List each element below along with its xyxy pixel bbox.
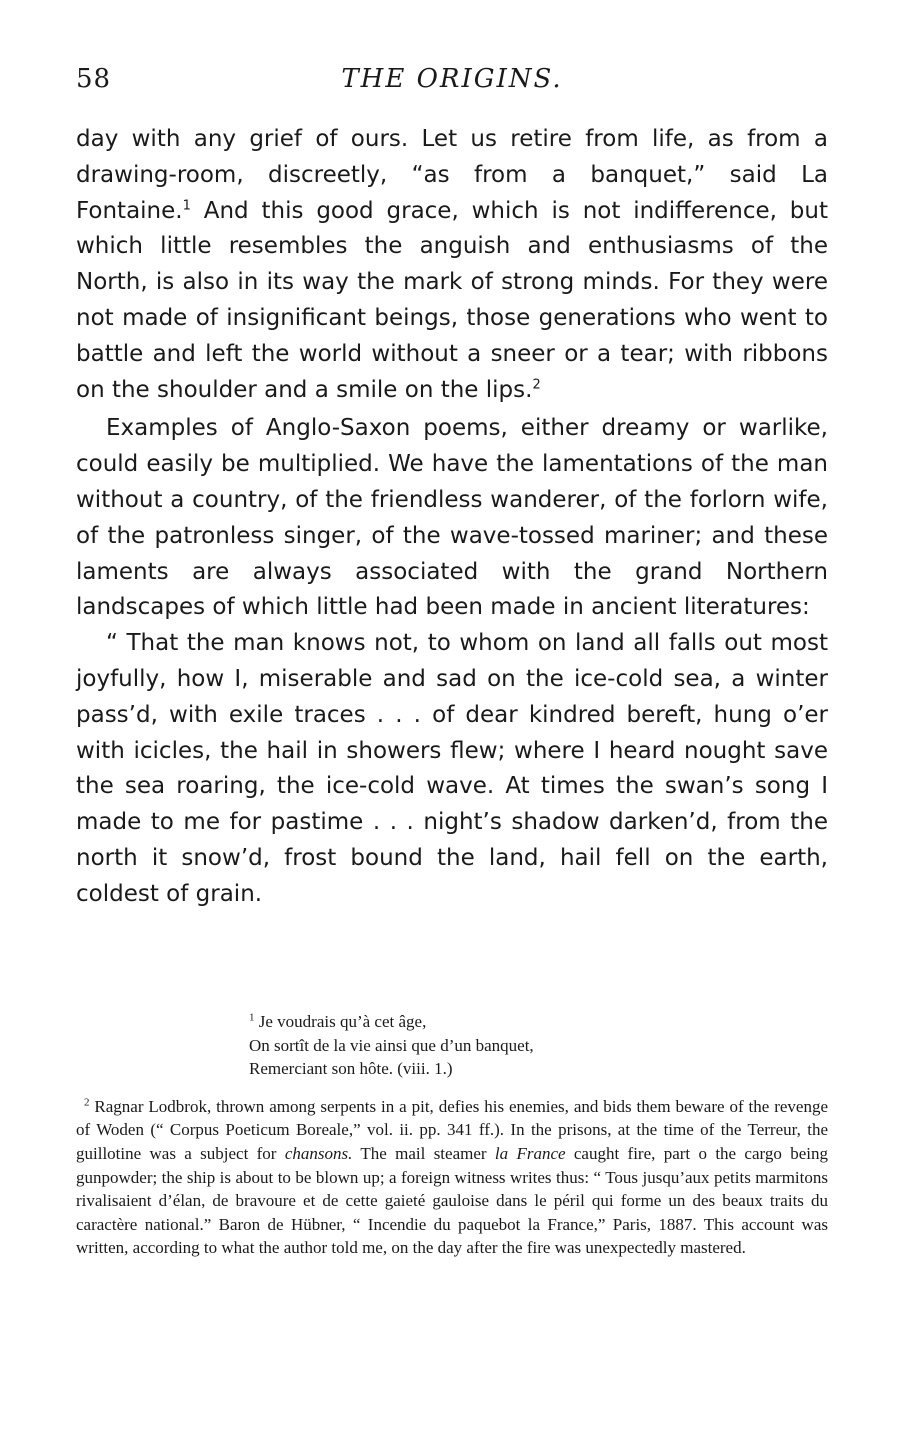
footnotes — [76, 1010, 828, 1260]
footnote-ref-2: 2 — [532, 376, 541, 392]
footnote-2-text-2: The mail steamer — [352, 1143, 495, 1163]
paragraph-1-text-cont: And this good grace, which is not indifference, but which little resembles the anguish and enthusiasms of the North, is also in its way the mark of strong minds. For they were not made of insignificant beings, those generations who went to battle and left the world without a sneer or a tear; with ribbons on the shoulder and a smile on the lips. — [76, 197, 828, 403]
footnote-1-verse-1 — [249, 1010, 828, 1034]
page-number: 58 — [76, 64, 112, 94]
footnote-2 — [76, 1095, 828, 1260]
footnote-1-line-2: On sortît de la vie ainsi que d’un banquet, — [249, 1035, 534, 1055]
running-title: THE ORIGINS. — [341, 64, 563, 94]
footnote-2-mark: 2 — [84, 1096, 90, 1109]
paragraph-1 — [76, 122, 828, 408]
footnote-2-chansons: chansons. — [284, 1143, 353, 1163]
footnote-2-text-1: Ragnar Lodbrok, thrown among serpents in a pit, defies his enemies, and bids them beware of the revenge of Woden (“ Corpus Poeticum Boreale,” vol. ii. pp. 341 ff.). In the prisons, at the time of the Terreur, the guillotine was a subject for — [76, 1096, 829, 1163]
footnote-1-line-1: Je voudrais qu’à cet âge, — [258, 1012, 427, 1031]
footnote-2-text-3: caught fire, part o the cargo being gunpowder; the ship is about to be blown up; a foreign witness writes thus: “ Tous jusqu’aux petits marmitons rivalisaient d’élan, de bravoure et de cette gaieté gauloise dans le péril qui forme un des beaux traits du caractère national.” Baron de Hübner, “ Incendie du paquebot la France,” Paris, 1887. This account was written, according to what the author told me, on the day after the fire was unexpectedly mastered. — [76, 1143, 828, 1258]
paragraph-2: Examples of Anglo-Saxon poems, either dreamy or warlike, could easily be multiplied. We have the lamentations of the man without a country, of the friendless wanderer, of the forlorn wife, of the patronless singer, of the wave-tossed mariner; and these laments are always associated with the grand Northern landscapes of which little had been made in ancient literatures: — [76, 415, 828, 621]
body-text — [76, 122, 828, 913]
footnote-1-mark: 1 — [249, 1011, 255, 1024]
footnote-ref-1: 1 — [182, 197, 191, 213]
paragraph-3-quote: “ That the man knows not, to whom on land all falls out most joyfully, how I, miserable and sad on the ice-cold sea, a winter pass’d, with exile traces . . . of dear kindred bereft, hung o’er with icicles, the hail in showers flew; where I heard nought save the sea roaring, the ice-cold wave. At times the swan’s song I made to me for pastime . . . night’s shadow darken’d, from the north it snow’d, frost bound the land, hail fell on the earth, coldest of grain. — [76, 630, 828, 907]
page-header — [76, 64, 828, 104]
footnote-1 — [249, 1010, 828, 1081]
footnote-1-line-3: Remerciant son hôte. (viii. 1.) — [249, 1059, 453, 1079]
paragraph-1-text: day with any grief of ours. Let us retire from life, as from a drawing-room, discreetly, “as from a banquet,” said La Fontaine. — [76, 126, 828, 224]
footnote-2-la-france: la France — [494, 1143, 566, 1163]
